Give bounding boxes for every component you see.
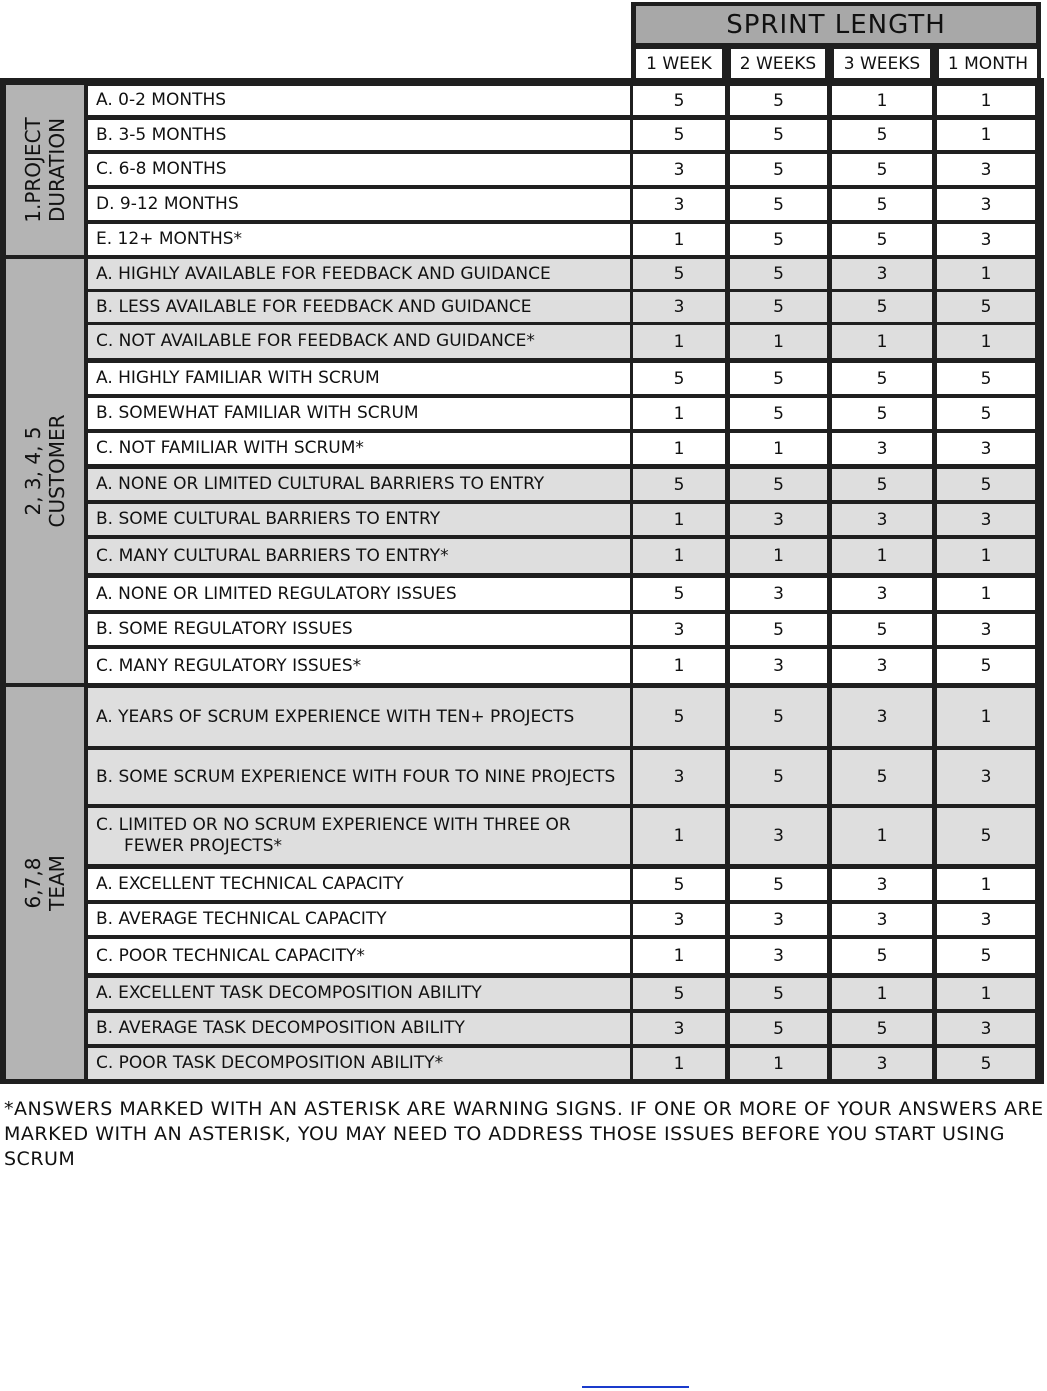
score-1-month: 1 [937, 325, 1035, 358]
row-label: A. NONE OR LIMITED CULTURAL BARRIERS TO ENTRY [88, 469, 630, 500]
score-1-month: 5 [937, 469, 1035, 500]
section-label-line1: 1.PROJECT [21, 117, 45, 223]
score-1-month: 3 [937, 614, 1035, 645]
score-1-week: 1 [633, 224, 725, 255]
score-2-weeks: 5 [730, 978, 827, 1009]
score-2-weeks: 5 [730, 1013, 827, 1044]
row-label: C. NOT AVAILABLE FOR FEEDBACK AND GUIDANCE* [88, 325, 630, 358]
score-1-month: 3 [937, 154, 1035, 185]
score-3-weeks: 5 [832, 363, 932, 394]
table-row [88, 1048, 1041, 1079]
score-3-weeks: 1 [832, 539, 932, 573]
score-1-month: 1 [937, 539, 1035, 573]
score-2-weeks: 5 [730, 154, 827, 185]
row-label: D. 9-12 MONTHS [88, 189, 630, 220]
page-link-underline[interactable] [582, 1386, 689, 1388]
section-label-line2: DURATION [45, 117, 69, 223]
table-row [88, 325, 1041, 358]
row-label: B. SOME CULTURAL BARRIERS TO ENTRY [88, 504, 630, 535]
score-1-month: 5 [937, 398, 1035, 429]
score-1-week: 1 [633, 649, 725, 683]
score-3-weeks: 1 [832, 978, 932, 1009]
table-row [88, 904, 1041, 935]
score-1-week: 1 [633, 539, 725, 573]
score-1-week: 1 [633, 398, 725, 429]
section-label-line1: 6,7,8 [21, 857, 45, 909]
score-2-weeks: 5 [730, 750, 827, 804]
score-2-weeks: 5 [730, 688, 827, 746]
score-2-weeks: 1 [730, 1048, 827, 1079]
score-1-week: 5 [633, 869, 725, 900]
score-1-month: 3 [937, 504, 1035, 535]
table-row [88, 614, 1041, 645]
score-1-week: 5 [633, 469, 725, 500]
table-row [88, 120, 1041, 150]
table-row [88, 1013, 1041, 1044]
row-label: A. EXCELLENT TASK DECOMPOSITION ABILITY [88, 978, 630, 1009]
table-row [88, 292, 1041, 322]
score-1-week: 1 [633, 808, 725, 864]
score-1-week: 3 [633, 904, 725, 935]
row-label: B. LESS AVAILABLE FOR FEEDBACK AND GUIDANCE [88, 292, 630, 322]
table-row [88, 578, 1041, 610]
score-1-week: 5 [633, 259, 725, 289]
section-label-line2: TEAM [45, 855, 69, 911]
row-label: C. MANY CULTURAL BARRIERS TO ENTRY* [88, 539, 630, 573]
table-row [88, 750, 1041, 804]
score-1-week: 3 [633, 292, 725, 322]
score-2-weeks: 5 [730, 469, 827, 500]
table-row [88, 433, 1041, 464]
row-label: B. AVERAGE TECHNICAL CAPACITY [88, 904, 630, 935]
score-2-weeks: 5 [730, 292, 827, 322]
score-1-week: 3 [633, 750, 725, 804]
score-3-weeks: 3 [832, 259, 932, 289]
table-row [88, 259, 1041, 289]
section-project-duration [6, 85, 84, 255]
score-1-week: 3 [633, 614, 725, 645]
table-row [88, 398, 1041, 429]
score-1-month: 1 [937, 259, 1035, 289]
score-2-weeks: 3 [730, 649, 827, 683]
score-2-weeks: 5 [730, 614, 827, 645]
score-3-weeks: 5 [832, 292, 932, 322]
table-row [88, 189, 1041, 220]
score-1-month: 5 [937, 939, 1035, 973]
table-row [88, 224, 1041, 255]
score-1-month: 3 [937, 904, 1035, 935]
table-row [88, 649, 1041, 683]
score-2-weeks: 5 [730, 224, 827, 255]
score-3-weeks: 5 [832, 939, 932, 973]
score-3-weeks: 5 [832, 154, 932, 185]
score-2-weeks: 3 [730, 808, 827, 864]
score-1-week: 5 [633, 363, 725, 394]
score-3-weeks: 5 [832, 1013, 932, 1044]
column-header-1-week: 1 WEEK [636, 49, 722, 78]
score-3-weeks: 1 [832, 325, 932, 358]
score-3-weeks: 3 [832, 578, 932, 610]
score-3-weeks: 1 [832, 808, 932, 864]
row-label: A. NONE OR LIMITED REGULATORY ISSUES [88, 578, 630, 610]
table-row [88, 363, 1041, 394]
score-1-week: 1 [633, 1048, 725, 1079]
score-3-weeks: 3 [832, 649, 932, 683]
row-label: B. AVERAGE TASK DECOMPOSITION ABILITY [88, 1013, 630, 1044]
footnote: *ANSWERS MARKED WITH AN ASTERISK ARE WARNING SIGNS. IF ONE OR MORE OF YOUR ANSWERS ARE MARKED WITH AN ASTERISK, YOU MAY NEED TO ADDRESS THOSE ISSUES BEFORE YOU START USING SCRUM [4, 1098, 1044, 1170]
score-1-week: 5 [633, 578, 725, 610]
score-3-weeks: 3 [832, 504, 932, 535]
score-1-month: 5 [937, 649, 1035, 683]
score-2-weeks: 5 [730, 259, 827, 289]
score-1-week: 5 [633, 86, 725, 115]
score-2-weeks: 5 [730, 189, 827, 220]
score-2-weeks: 3 [730, 504, 827, 535]
score-2-weeks: 3 [730, 578, 827, 610]
section-label-line2: CUSTOMER [45, 414, 69, 528]
table-row [88, 939, 1041, 973]
row-label: C. MANY REGULATORY ISSUES* [88, 649, 630, 683]
score-1-week: 1 [633, 433, 725, 464]
row-label: C. NOT FAMILIAR WITH SCRUM* [88, 433, 630, 464]
score-1-week: 1 [633, 939, 725, 973]
row-label: A. YEARS OF SCRUM EXPERIENCE WITH TEN+ PROJECTS [88, 688, 630, 746]
column-header-3-weeks: 3 WEEKS [834, 49, 930, 78]
score-2-weeks: 1 [730, 325, 827, 358]
score-1-week: 5 [633, 978, 725, 1009]
score-1-month: 3 [937, 433, 1035, 464]
score-3-weeks: 5 [832, 398, 932, 429]
score-3-weeks: 3 [832, 433, 932, 464]
score-1-month: 3 [937, 224, 1035, 255]
column-header-2-weeks: 2 WEEKS [731, 49, 825, 78]
row-label: A. HIGHLY AVAILABLE FOR FEEDBACK AND GUIDANCE [88, 259, 630, 289]
score-1-week: 3 [633, 1013, 725, 1044]
score-3-weeks: 5 [832, 224, 932, 255]
score-1-month: 1 [937, 688, 1035, 746]
score-3-weeks: 5 [832, 189, 932, 220]
score-1-month: 5 [937, 363, 1035, 394]
score-3-weeks: 5 [832, 614, 932, 645]
section-label-line1: 2, 3, 4, 5 [21, 426, 45, 516]
table-row [88, 808, 1041, 864]
score-1-week: 1 [633, 504, 725, 535]
row-label: A. HIGHLY FAMILIAR WITH SCRUM [88, 363, 630, 394]
score-2-weeks: 5 [730, 120, 827, 150]
table-row [88, 869, 1041, 900]
score-3-weeks: 1 [832, 86, 932, 115]
score-3-weeks: 5 [832, 750, 932, 804]
section-customer [6, 259, 84, 683]
score-1-month: 5 [937, 808, 1035, 864]
column-header-1-month: 1 MONTH [939, 49, 1037, 78]
header-title: SPRINT LENGTH [636, 6, 1036, 43]
score-1-month: 1 [937, 578, 1035, 610]
row-label: B. 3-5 MONTHS [88, 120, 630, 150]
score-1-month: 5 [937, 292, 1035, 322]
table-row [88, 86, 1041, 115]
row-label: B. SOME SCRUM EXPERIENCE WITH FOUR TO NINE PROJECTS [88, 750, 630, 804]
score-1-month: 1 [937, 978, 1035, 1009]
section-team [6, 687, 84, 1079]
score-2-weeks: 3 [730, 904, 827, 935]
score-1-week: 3 [633, 154, 725, 185]
row-label: C. LIMITED OR NO SCRUM EXPERIENCE WITH THREE OR FEWER PROJECTS* [88, 808, 630, 864]
score-2-weeks: 5 [730, 398, 827, 429]
score-2-weeks: 5 [730, 86, 827, 115]
score-1-month: 3 [937, 189, 1035, 220]
row-label: C. POOR TECHNICAL CAPACITY* [88, 939, 630, 973]
score-1-month: 1 [937, 869, 1035, 900]
score-1-week: 5 [633, 120, 725, 150]
score-3-weeks: 3 [832, 869, 932, 900]
row-label: A. 0-2 MONTHS [88, 86, 630, 115]
row-label: B. SOME REGULATORY ISSUES [88, 614, 630, 645]
score-3-weeks: 5 [832, 120, 932, 150]
score-2-weeks: 3 [730, 939, 827, 973]
score-1-week: 1 [633, 325, 725, 358]
table-row [88, 504, 1041, 535]
score-1-month: 3 [937, 750, 1035, 804]
score-3-weeks: 3 [832, 904, 932, 935]
score-1-month: 1 [937, 86, 1035, 115]
score-3-weeks: 3 [832, 1048, 932, 1079]
table-row [88, 539, 1041, 573]
row-label: E. 12+ MONTHS* [88, 224, 630, 255]
table-row [88, 154, 1041, 185]
score-1-month: 1 [937, 120, 1035, 150]
score-1-month: 3 [937, 1013, 1035, 1044]
score-2-weeks: 5 [730, 869, 827, 900]
score-1-week: 5 [633, 688, 725, 746]
row-label: C. 6-8 MONTHS [88, 154, 630, 185]
row-label: C. POOR TASK DECOMPOSITION ABILITY* [88, 1048, 630, 1079]
table-row [88, 688, 1041, 746]
score-3-weeks: 3 [832, 688, 932, 746]
row-label: A. EXCELLENT TECHNICAL CAPACITY [88, 869, 630, 900]
score-2-weeks: 5 [730, 363, 827, 394]
score-3-weeks: 5 [832, 469, 932, 500]
score-1-month: 5 [937, 1048, 1035, 1079]
score-1-week: 3 [633, 189, 725, 220]
table-row [88, 978, 1041, 1009]
row-label: B. SOMEWHAT FAMILIAR WITH SCRUM [88, 398, 630, 429]
table-row [88, 469, 1041, 500]
score-2-weeks: 1 [730, 433, 827, 464]
score-2-weeks: 1 [730, 539, 827, 573]
